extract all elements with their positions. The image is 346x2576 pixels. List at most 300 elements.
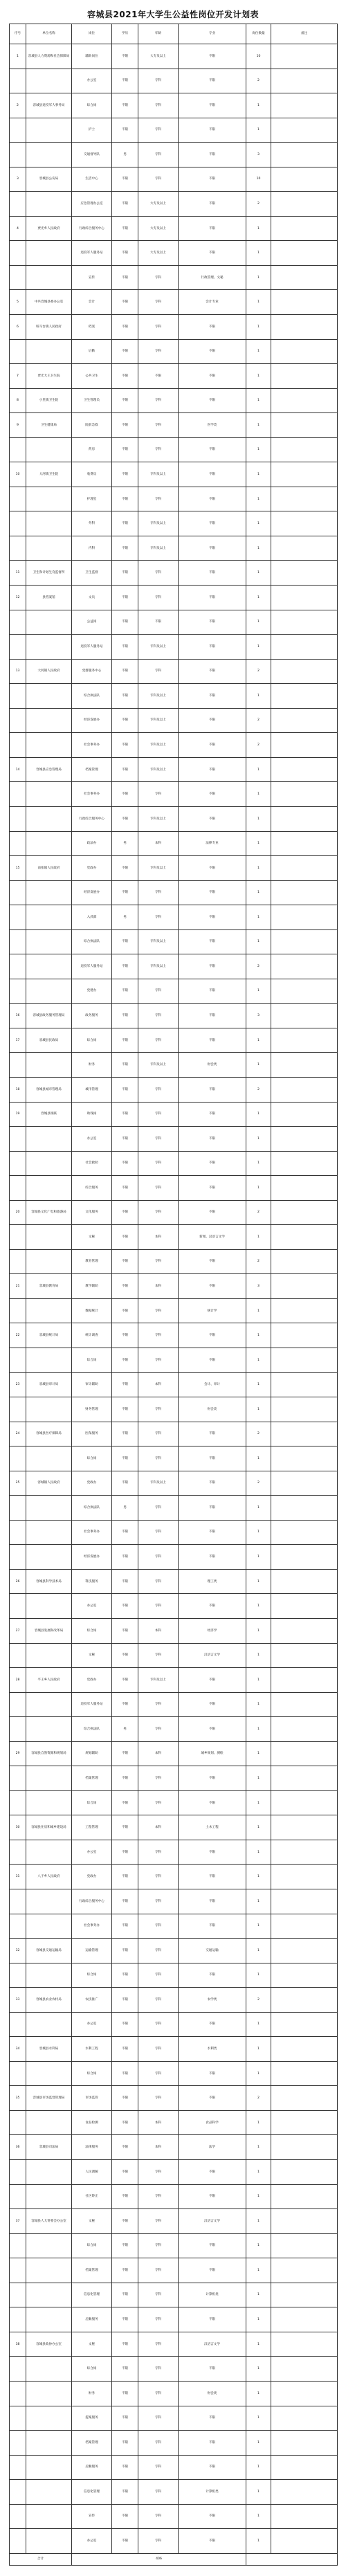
cell-unit [26,1889,72,1914]
cell-education: 不限 [112,290,138,315]
cell-count: 1 [246,1619,271,1644]
cell-count: 1 [246,2381,271,2406]
cell-major: 不限 [179,1963,246,1988]
cell-education: 不限 [112,1815,138,1840]
cell-count: 2 [246,1988,271,2013]
table-row [10,2135,338,2160]
cell-remark [271,806,338,831]
cell-position: 档案管理 [72,757,112,782]
cell-remark [271,586,338,610]
cell-age: 大专及以上 [138,216,179,241]
cell-count: 1 [246,1520,271,1545]
cell-remark [271,462,338,487]
cell-remark [271,1127,338,1152]
cell-count: 1 [246,1545,271,1570]
table-row [10,954,338,979]
cell-count: 1 [246,315,271,340]
cell-age: 专科 [138,1766,179,1791]
cell-education: 不限 [112,1422,138,1446]
cell-position: 综合执法队 [72,1717,112,1742]
cell-education: 不限 [112,1692,138,1717]
cell-position: 信息化管理 [72,2283,112,2307]
cell-index [10,2406,26,2431]
cell-age: 专科及以上 [138,708,179,733]
cell-education: 不限 [112,1520,138,1545]
cell-age: 专科 [138,315,179,340]
cell-remark [271,831,338,856]
table-row [10,1077,338,1102]
cell-age: 专科 [138,880,179,905]
cell-position: 内科 [72,536,112,561]
cell-major: 不限 [179,1840,246,1865]
cell-unit [26,831,72,856]
cell-age: 专科 [138,2061,179,2086]
cell-major: 不限 [179,2012,246,2037]
table-row [10,1865,338,1889]
header-count: 岗位数量 [246,24,271,44]
cell-remark [271,1077,338,1102]
cell-education: 不限 [112,2258,138,2283]
cell-remark [271,2307,338,2332]
cell-education: 不限 [112,2160,138,2185]
table-row [10,1422,338,1446]
cell-position: 综合岗 [72,1446,112,1471]
cell-remark [271,1298,338,1323]
cell-unit: 容城县文化广电和旅游局 [26,1200,72,1225]
cell-index: 37 [10,2209,26,2234]
cell-index [10,905,26,930]
cell-age: 本科 [138,2110,179,2135]
cell-age: 专科 [138,1520,179,1545]
cell-age: 专科 [138,1298,179,1323]
cell-count: 2 [246,659,271,684]
cell-unit [26,1225,72,1250]
cell-index [10,2184,26,2209]
cell-education: 不限 [112,315,138,340]
cell-age: 专科 [138,1865,179,1889]
cell-unit [26,1348,72,1372]
cell-major: 不限 [179,2086,246,2111]
cell-major: 不限 [179,954,246,979]
cell-unit: 容城县政协办公室 [26,2332,72,2357]
cell-remark [271,2455,338,2480]
table-row [10,1446,338,1471]
cell-count: 1 [246,1668,271,1693]
cell-index [10,536,26,561]
table-row [10,2332,338,2357]
cell-remark [271,2012,338,2037]
cell-unit: 八于乡人民政府 [26,1865,72,1889]
cell-age: 专科 [138,1446,179,1471]
cell-unit: 容城镇人民政府 [26,1471,72,1496]
cell-education: 不限 [112,2135,138,2160]
cell-age: 专科 [138,2233,179,2258]
cell-age: 专科 [138,1348,179,1372]
cell-count: 10 [246,44,271,69]
cell-index [10,2480,26,2505]
cell-index [10,1520,26,1545]
cell-remark [271,1865,338,1889]
cell-unit [26,143,72,167]
cell-count: 1 [246,684,271,709]
cell-major: 不限 [179,1766,246,1791]
table-row [10,2258,338,2283]
cell-index [10,1963,26,1988]
cell-unit [26,1053,72,1078]
cell-major: 不限 [179,1865,246,1889]
cell-remark [271,118,338,143]
cell-count: 1 [246,536,271,561]
cell-unit [26,1176,72,1201]
cell-remark [271,2283,338,2307]
table-row [10,1643,338,1668]
cell-education: 不限 [112,2529,138,2554]
cell-education: 不限 [112,586,138,610]
cell-remark [271,364,338,389]
table-row [10,2209,338,2234]
cell-education: 不限 [112,1840,138,1865]
cell-remark [271,437,338,462]
cell-major: 不限 [179,856,246,881]
cell-education: 不限 [112,2480,138,2505]
cell-unit [26,118,72,143]
cell-education: 不限 [112,954,138,979]
cell-major: 不限 [179,241,246,266]
cell-position: 综合岗 [72,2061,112,2086]
cell-position: 综合岗 [72,2233,112,2258]
cell-position: 文秘 [72,2209,112,2234]
cell-major: 不限 [179,167,246,192]
cell-age: 专科 [138,1397,179,1422]
cell-unit [26,1692,72,1717]
table-row [10,1274,338,1299]
cell-index [10,1790,26,1815]
cell-age: 专科 [138,2037,179,2062]
cell-position: 护理室 [72,487,112,511]
cell-position: 社会救助 [72,1151,112,1176]
cell-count: 3 [246,1004,271,1028]
cell-unit: 容城县住房和城乡建设局 [26,1815,72,1840]
cell-education: 不限 [112,782,138,807]
cell-remark [271,1446,338,1471]
cell-remark [271,2160,338,2185]
table-row [10,856,338,881]
cell-unit [26,2504,72,2529]
cell-remark [271,1102,338,1127]
cell-age: 专科 [138,1569,179,1594]
cell-position: 交通督导队 [72,143,112,167]
cell-education: 不限 [112,2406,138,2431]
cell-position: 护士 [72,118,112,143]
cell-major: 不限 [179,364,246,389]
cell-position: 社区矫正 [72,2184,112,2209]
cell-count: 1 [246,610,271,635]
cell-unit [26,1520,72,1545]
cell-count: 1 [246,1176,271,1201]
cell-remark [271,2381,338,2406]
cell-remark [271,610,338,635]
cell-index [10,1496,26,1521]
cell-count: 1 [246,2406,271,2431]
cell-age: 专科 [138,1102,179,1127]
cell-count: 1 [246,1323,271,1348]
cell-unit: 中共容城县委办公室 [26,290,72,315]
cell-count: 1 [246,462,271,487]
cell-position: 办公室 [72,1840,112,1865]
cell-count: 1 [246,2012,271,2037]
cell-index: 4 [10,216,26,241]
table-row [10,143,338,167]
cell-age: 专科 [138,1496,179,1521]
cell-major: 不限 [179,1594,246,1619]
cell-education: 不限 [112,929,138,954]
cell-unit [26,2529,72,2554]
cell-major: 新闻、汉语言文学 [179,1225,246,1250]
cell-age: 专科 [138,2455,179,2480]
cell-education: 不限 [112,265,138,290]
cell-position: 综合执法队 [72,929,112,954]
cell-count: 1 [246,1790,271,1815]
cell-education: 不限 [112,2037,138,2062]
table-row [10,905,338,930]
cell-age: 专科 [138,2283,179,2307]
cell-count: 1 [246,1643,271,1668]
cell-position: 宣传 [72,2504,112,2529]
cell-education: 不限 [112,462,138,487]
cell-age: 专科 [138,1200,179,1225]
cell-count: 1 [246,2307,271,2332]
cell-age: 专科 [138,1840,179,1865]
cell-count: 1 [246,1939,271,1963]
table-row [10,561,338,586]
cell-unit: 容城县城市管理局 [26,1077,72,1102]
cell-remark [271,1939,338,1963]
cell-remark [271,1790,338,1815]
cell-remark [271,635,338,660]
cell-major: 不限 [179,2184,246,2209]
cell-major: 会计、审计 [179,1372,246,1397]
cell-education: 不限 [112,339,138,364]
cell-remark [271,511,338,536]
cell-age: 专科 [138,388,179,413]
cell-position: 办公室 [72,1127,112,1152]
cell-index [10,69,26,93]
cell-index [10,708,26,733]
cell-age: 专科 [138,1889,179,1914]
cell-education: 不限 [112,118,138,143]
cell-unit [26,880,72,905]
cell-index [10,1127,26,1152]
cell-index: 24 [10,1422,26,1446]
cell-count: 1 [246,1594,271,1619]
cell-position: 院前急救 [72,413,112,438]
cell-major: 不限 [179,2307,246,2332]
cell-major: 不限 [179,536,246,561]
cell-unit: 容城县科学技术局 [26,1569,72,1594]
cell-unit [26,511,72,536]
cell-index [10,241,26,266]
cell-remark [271,880,338,905]
cell-major: 汉语言文学 [179,1643,246,1668]
cell-age: 专科 [138,905,179,930]
table-row [10,1939,338,1963]
cell-unit: 容城县应急管理局 [26,757,72,782]
cell-major: 不限 [179,2258,246,2283]
cell-position: 人民调解 [72,2160,112,2185]
table-row [10,1569,338,1594]
cell-major: 财会类 [179,1053,246,1078]
table-row [10,2184,338,2209]
cell-major: 医学类 [179,413,246,438]
cell-remark [271,241,338,266]
cell-major: 不限 [179,2357,246,2382]
header-age: 年龄 [138,24,179,44]
cell-unit [26,2406,72,2431]
cell-count: 1 [246,1028,271,1053]
cell-age: 专科及以上 [138,733,179,758]
cell-unit [26,2431,72,2456]
table-row [10,733,338,758]
cell-remark [271,1471,338,1496]
cell-count: 1 [246,856,271,881]
cell-position: 城市管理 [72,1077,112,1102]
table-row [10,536,338,561]
cell-count: 1 [246,1102,271,1127]
cell-count: 1 [246,905,271,930]
cell-position: 办公室 [72,2012,112,2037]
table-row [10,93,338,118]
cell-unit [26,1249,72,1274]
cell-education: 不限 [112,1298,138,1323]
cell-index: 10 [10,462,26,487]
cell-age: 专科及以上 [138,954,179,979]
cell-remark [271,1741,338,1766]
cell-age: 专科 [138,2086,179,2111]
cell-remark [271,2406,338,2431]
cell-index [10,880,26,905]
cell-major: 不限 [179,44,246,69]
cell-position: 统计调查 [72,1323,112,1348]
cell-remark [271,1004,338,1028]
cell-position: 政务服务 [72,1004,112,1028]
cell-position: 助残岗 [72,1102,112,1127]
cell-age: 不限 [138,610,179,635]
cell-index: 16 [10,1004,26,1028]
cell-index [10,806,26,831]
cell-position: 宣传 [72,265,112,290]
table-row [10,1249,338,1274]
cell-position: 综合执法队 [72,684,112,709]
cell-unit [26,1151,72,1176]
cell-age: 专科 [138,2332,179,2357]
cell-major: 不限 [179,315,246,340]
cell-position: 政法办 [72,831,112,856]
cell-remark [271,1668,338,1693]
position-table [9,24,338,2566]
cell-major: 不限 [179,1914,246,1939]
cell-unit: 卫生和计划生育监督所 [26,561,72,586]
cell-index: 11 [10,561,26,586]
cell-remark [271,733,338,758]
header-remark: 备注 [271,24,338,44]
cell-unit [26,2455,72,2480]
cell-position: 会计 [72,290,112,315]
cell-position: 规划辅助 [72,1741,112,1766]
cell-index [10,2233,26,2258]
cell-position: 入武部 [72,905,112,930]
cell-position: 工程管理 [72,1815,112,1840]
cell-position: 经济发展办 [72,1545,112,1570]
cell-age: 专科 [138,290,179,315]
cell-education: 不限 [112,2455,138,2480]
cell-remark [271,388,338,413]
cell-index: 8 [10,388,26,413]
cell-major: 农学类 [179,1988,246,2013]
cell-education: 不限 [112,2012,138,2037]
cell-count: 1 [246,1053,271,1078]
cell-count: 1 [246,2160,271,2185]
cell-index: 2 [10,93,26,118]
cell-major: 不限 [179,388,246,413]
cell-age: 大专及以上 [138,192,179,217]
cell-age: 专科 [138,1077,179,1102]
cell-count: 2 [246,1249,271,1274]
cell-education: 不限 [112,2431,138,2456]
cell-position: 提案服务 [72,2406,112,2431]
table-row [10,1102,338,1127]
cell-unit: 晾马台镇人民政府 [26,315,72,340]
cell-education: 不限 [112,93,138,118]
cell-age: 专科 [138,1790,179,1815]
table-row [10,290,338,315]
cell-index: 20 [10,1200,26,1225]
cell-major: 不限 [179,2406,246,2431]
cell-remark [271,1692,338,1717]
cell-age: 专科 [138,1643,179,1668]
cell-education: 不限 [112,1348,138,1372]
cell-education: 不限 [112,1569,138,1594]
table-row [10,1889,338,1914]
cell-education: 不限 [112,806,138,831]
cell-education: 不限 [112,1668,138,1693]
cell-major: 不限 [179,1422,246,1446]
cell-unit [26,1545,72,1570]
cell-remark [271,339,338,364]
cell-major: 计算机类 [179,2283,246,2307]
cell-major: 行政管理、文秘 [179,265,246,290]
cell-education: 不限 [112,388,138,413]
cell-remark [271,2258,338,2283]
table-row [10,2381,338,2406]
cell-position: 综合岗 [72,93,112,118]
cell-count: 1 [246,1717,271,1742]
cell-position: 档案管理 [72,1766,112,1791]
cell-remark [271,1766,338,1791]
cell-unit [26,2283,72,2307]
total-value: 406 [72,2553,246,2565]
cell-index [10,1766,26,1791]
cell-education: 不限 [112,2357,138,2382]
cell-count: 1 [246,2184,271,2209]
cell-major: 不限 [179,1176,246,1201]
table-row [10,118,338,143]
cell-index: 27 [10,1619,26,1644]
table-row [10,1815,338,1840]
cell-position: 财务 [72,2381,112,2406]
cell-count: 1 [246,1225,271,1250]
cell-education: 不限 [112,856,138,881]
cell-unit [26,437,72,462]
